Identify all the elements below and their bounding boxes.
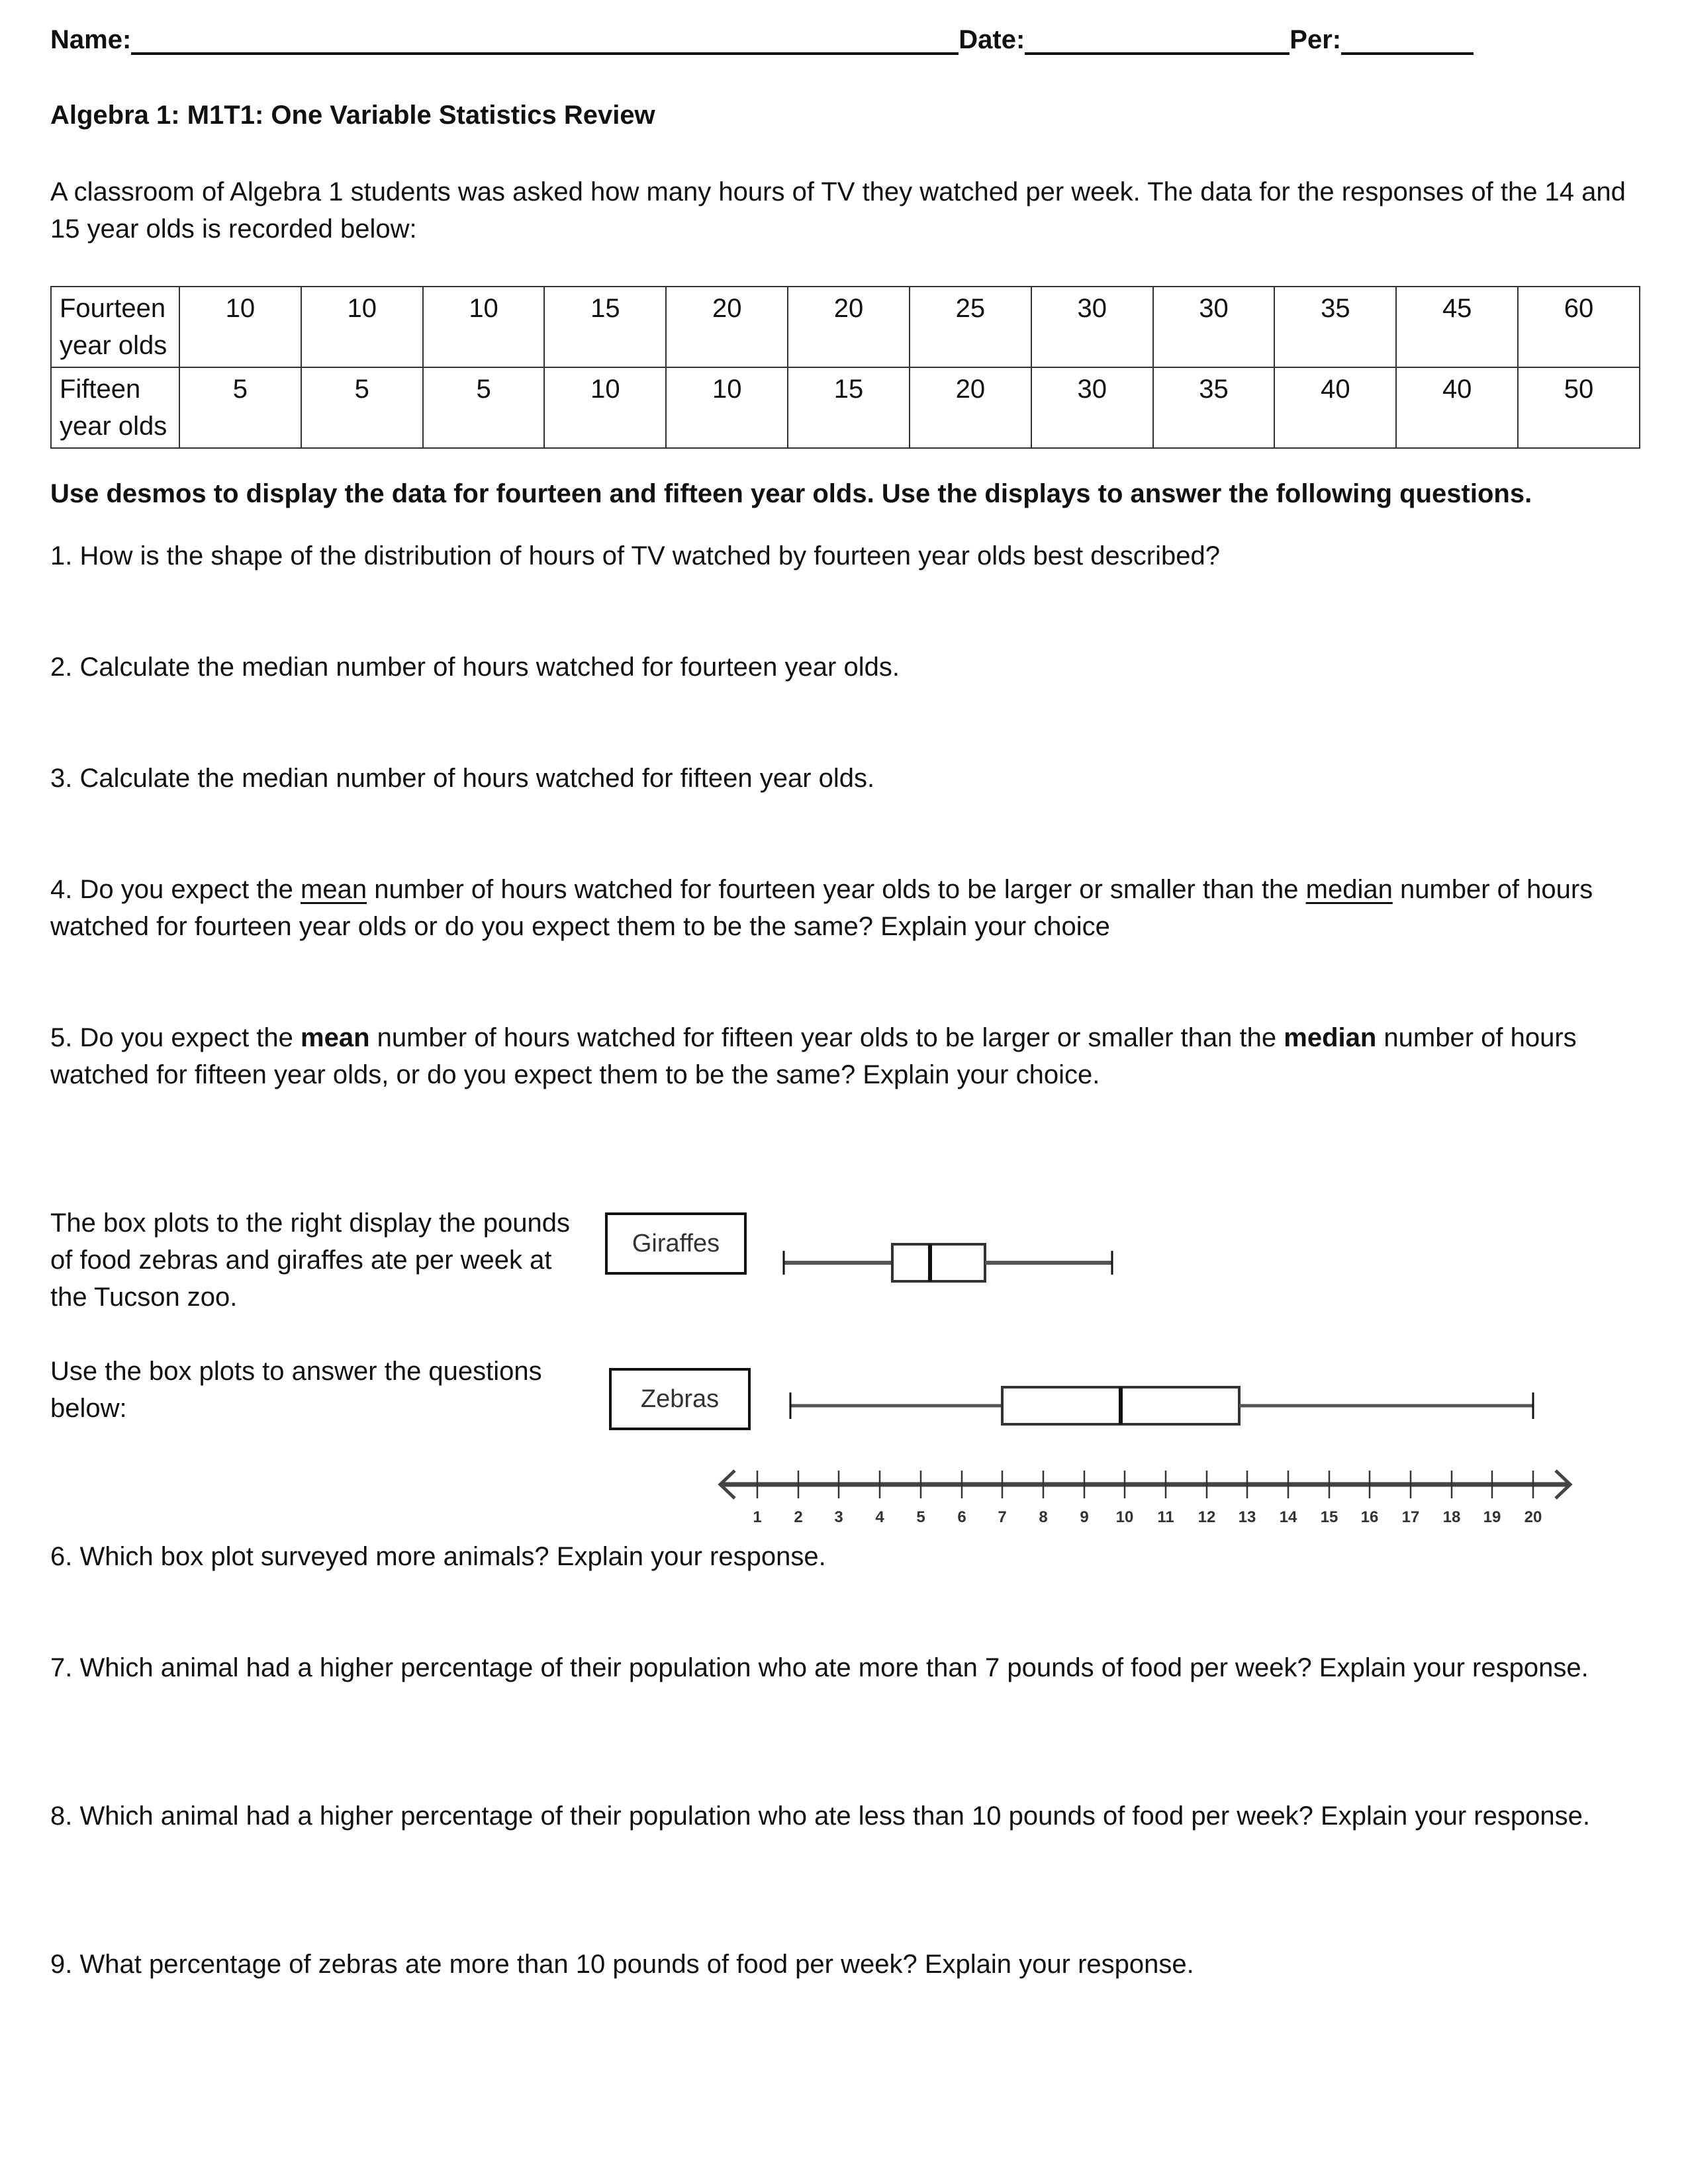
number-line-axis <box>720 1471 1570 1498</box>
table-cell: 20 <box>788 287 910 367</box>
q5-text: number of hours watched for fifteen year olds to be larger or smaller than the <box>369 1023 1284 1052</box>
tick-label: 10 <box>1115 1508 1134 1526</box>
table-cell: 40 <box>1396 367 1518 448</box>
question-3: 3. Calculate the median number of hours watched for fifteen year olds. <box>50 764 875 793</box>
question-6: 6. Which box plot surveyed more animals? Explain your response. <box>50 1542 826 1571</box>
question-7: 7. Which animal had a higher percentage of their population who ate more than 7 pounds of food per week? Explain your response. <box>50 1653 1589 1682</box>
tick-label: 5 <box>916 1508 925 1526</box>
zebras-boxplot <box>790 1387 1533 1424</box>
q4-text: 4. Do you expect the <box>50 875 301 904</box>
date-label: Date: <box>959 25 1025 54</box>
tick-label: 18 <box>1442 1508 1461 1526</box>
row-label: Fourteen year olds <box>51 287 179 367</box>
question-8: 8. Which animal had a higher percentage of their population who ate less than 10 pounds of food per week? Explain your response. <box>50 1801 1590 1831</box>
table-cell: 25 <box>910 287 1031 367</box>
table-cell: 5 <box>301 367 423 448</box>
q5-text: number of hours watched for fifteen year olds, or do you expect them to be the same? Explain your choice. <box>50 1023 1577 1089</box>
tick-label: 6 <box>957 1508 966 1526</box>
table-cell: 20 <box>910 367 1031 448</box>
table-cell: 15 <box>544 287 666 367</box>
tick-label: 11 <box>1157 1508 1174 1526</box>
tick-label: 1 <box>753 1508 762 1526</box>
tick-label: 20 <box>1524 1508 1542 1526</box>
q5-median-bold: median <box>1284 1023 1377 1052</box>
table-cell: 5 <box>423 367 545 448</box>
table-cell: 30 <box>1153 287 1275 367</box>
tick-label: 7 <box>998 1508 1007 1526</box>
table-cell: 15 <box>788 367 910 448</box>
table-cell: 10 <box>179 287 301 367</box>
table-cell: 60 <box>1518 287 1640 367</box>
tick-label: 4 <box>875 1508 884 1526</box>
tick-label: 13 <box>1238 1508 1256 1526</box>
table-cell: 20 <box>666 287 788 367</box>
tick-label: 2 <box>794 1508 803 1526</box>
boxplot-intro: The box plots to the right display the pounds of food zebras and giraffes ate per week at the Tucson zoo. <box>50 1208 570 1312</box>
tick-label: 9 <box>1080 1508 1089 1526</box>
q4-mean-underlined: mean <box>301 875 367 904</box>
boxplot-instructions: Use the box plots to answer the questions below: <box>50 1357 542 1423</box>
period-label: Per: <box>1289 25 1342 54</box>
tick-label: 8 <box>1039 1508 1048 1526</box>
q4-median-underlined: median <box>1305 875 1393 904</box>
question-1: 1. How is the shape of the distribution of hours of TV watched by fourteen year olds best described? <box>50 541 1220 570</box>
tick-label: 15 <box>1320 1508 1338 1526</box>
question-9: 9. What percentage of zebras ate more than 10 pounds of food per week? Explain your response. <box>50 1950 1194 1979</box>
table-cell: 10 <box>666 367 788 448</box>
tick-label: 16 <box>1360 1508 1379 1526</box>
table-cell: 40 <box>1274 367 1396 448</box>
number-line-labels <box>753 1508 1542 1526</box>
page-title: Algebra 1: M1T1: One Variable Statistics Review <box>50 101 655 130</box>
table-cell: 45 <box>1396 287 1518 367</box>
table-cell: 35 <box>1274 287 1396 367</box>
table-cell: 30 <box>1031 367 1153 448</box>
zebras-label: Zebras <box>640 1385 720 1413</box>
tick-label: 17 <box>1401 1508 1420 1526</box>
table-cell: 10 <box>423 287 545 367</box>
question-2: 2. Calculate the median number of hours watched for fourteen year olds. <box>50 653 900 682</box>
q4-text: number of hours watched for fourteen year olds or do you expect them to be the same? Explain your choice <box>50 875 1593 941</box>
table-cell: 10 <box>544 367 666 448</box>
instructions: Use desmos to display the data for fourteen and fifteen year olds. Use the displays to answer the following questions. <box>50 479 1532 508</box>
row-label: Fifteen year olds <box>51 367 179 448</box>
name-label: Name: <box>50 25 132 54</box>
q5-mean-bold: mean <box>301 1023 370 1052</box>
table-cell: 50 <box>1518 367 1640 448</box>
intro-paragraph: A classroom of Algebra 1 students was asked how many hours of TV they watched per week. The data for the responses of the 14 and 15 year olds is recorded below: <box>50 177 1626 244</box>
table-cell: 35 <box>1153 367 1275 448</box>
tick-label: 14 <box>1279 1508 1297 1526</box>
tick-label: 12 <box>1197 1508 1216 1526</box>
giraffes-label: Giraffes <box>632 1229 720 1257</box>
table-cell: 30 <box>1031 287 1153 367</box>
tick-label: 3 <box>834 1508 843 1526</box>
q5-text: 5. Do you expect the <box>50 1023 301 1052</box>
q4-text: number of hours watched for fourteen year olds to be larger or smaller than the <box>367 875 1306 904</box>
table-cell: 10 <box>301 287 423 367</box>
tick-label: 19 <box>1483 1508 1501 1526</box>
table-cell: 5 <box>179 367 301 448</box>
giraffes-boxplot <box>784 1244 1112 1281</box>
